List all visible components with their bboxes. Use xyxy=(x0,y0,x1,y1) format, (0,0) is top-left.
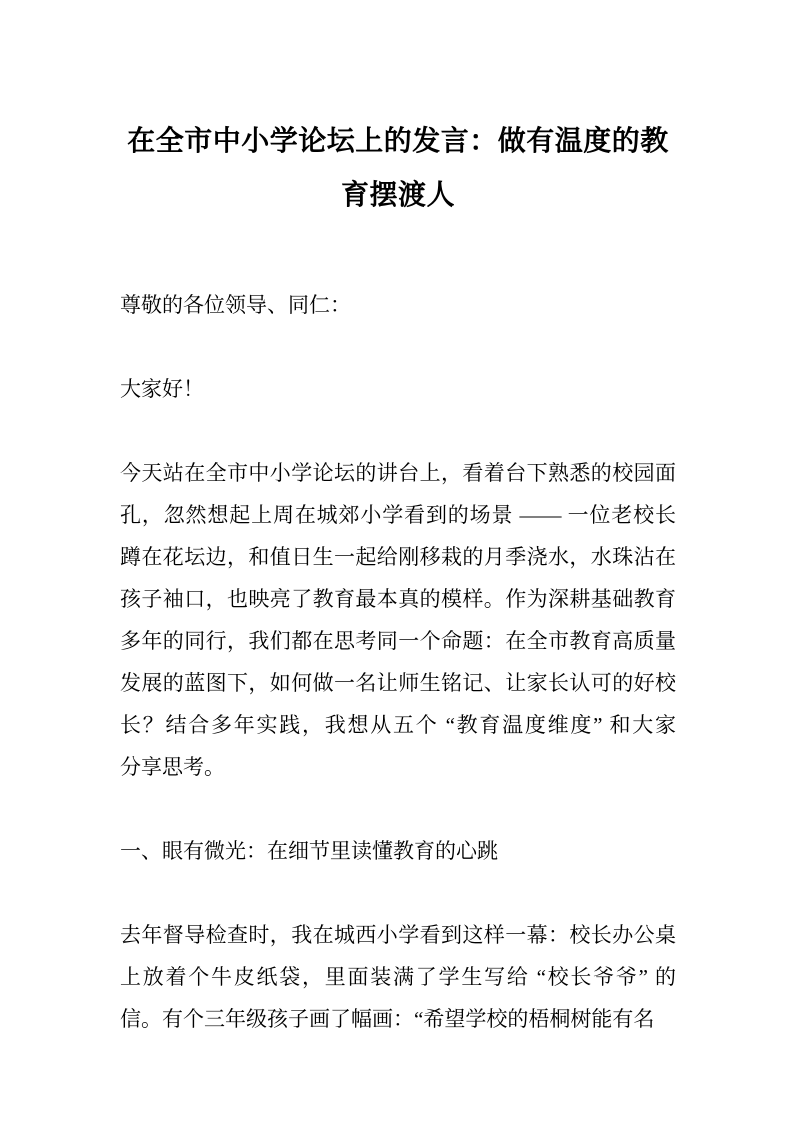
text-line: 上放着个牛皮纸袋，里面装满了学生写给 “校长爷爷” 的 xyxy=(120,965,676,989)
text-line: 长？结合多年实践，我想从五个 “教育温度维度” 和大家 xyxy=(120,713,676,737)
text-line: 发展的蓝图下，如何做一名让师生铭记、让家长认可的好校 xyxy=(120,671,676,695)
document-title-line-2: 育摆渡人 xyxy=(340,180,455,211)
text-line: 多年的同行，我们都在思考同一个命题：在全市教育高质量 xyxy=(120,629,676,653)
text-line: 一、眼有微光：在细节里读懂教育的心跳 xyxy=(120,839,498,863)
salutation xyxy=(120,284,676,326)
text-line: 分享思考。 xyxy=(120,755,225,779)
greeting xyxy=(120,368,676,410)
document-title-line-1: 在全市中小学论坛上的发言：做有温度的教 xyxy=(127,126,669,157)
text-line: 今天站在全市中小学论坛的讲台上，看着台下熟悉的校园面 xyxy=(120,461,676,485)
document-body xyxy=(120,284,676,1040)
text-line: 尊敬的各位领导、同仁： xyxy=(120,293,351,317)
text-line: 孔，忽然想起上周在城郊小学看到的场景 —— 一位老校长 xyxy=(120,503,676,527)
text-line: 信。有个三年级孩子画了幅画：“希望学校的梧桐树能有名 xyxy=(120,1007,655,1031)
text-line: 大家好！ xyxy=(120,377,204,401)
paragraph-1 xyxy=(120,452,676,788)
section-heading-1 xyxy=(120,830,676,872)
paragraph-2 xyxy=(120,914,676,1040)
text-line: 蹲在花坛边，和值日生一起给刚移栽的月季浇水，水珠沾在 xyxy=(120,545,676,569)
document-title xyxy=(120,115,676,223)
text-line: 去年督导检查时，我在城西小学看到这样一幕：校长办公桌 xyxy=(120,923,676,947)
text-line: 孩子袖口，也映亮了教育最本真的模样。作为深耕基础教育 xyxy=(120,587,676,611)
